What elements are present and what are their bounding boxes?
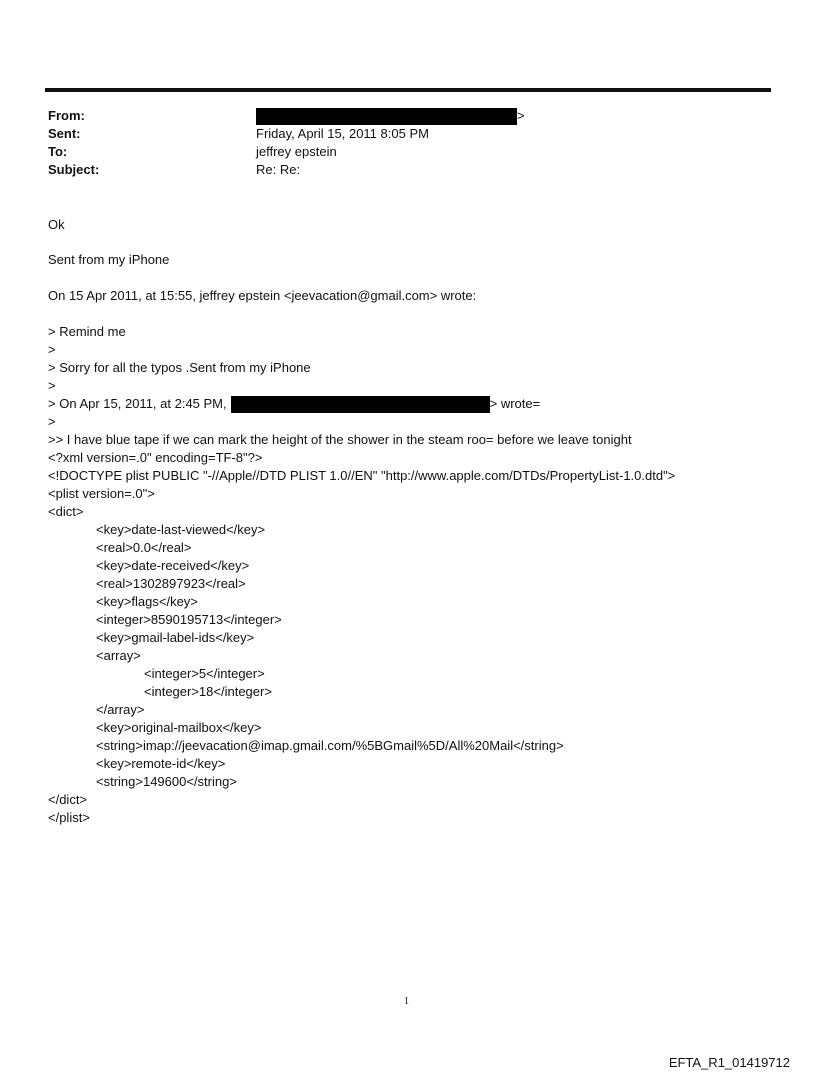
plist-line: <key>flags</key> xyxy=(96,594,198,609)
quote-line: > Remind me xyxy=(48,324,126,339)
quote-prefix: > On Apr 15, 2011, at 2:45 PM, xyxy=(48,396,227,411)
document-id: EFTA_R1_01419712 xyxy=(668,1055,790,1070)
redaction-bar xyxy=(231,396,490,413)
from-suffix: > xyxy=(517,108,525,123)
quote-line: > xyxy=(48,378,56,393)
plist-line: <dict> xyxy=(48,504,84,519)
plist-line: <string>imap://jeevacation@imap.gmail.com/%5BGmail%5D/All%20Mail</string> xyxy=(96,738,564,753)
from-value xyxy=(256,107,525,125)
plist-line: <key>date-last-viewed</key> xyxy=(96,522,266,537)
plist-line: </dict> xyxy=(48,792,88,807)
plist-line: <!DOCTYPE plist PUBLIC "-//Apple//DTD PLIST 1.0//EN" "http://www.apple.com/DTDs/PropertyList-1.0.dtd"> xyxy=(48,468,676,483)
quote-line: > Sorry for all the typos .Sent from my iPhone xyxy=(48,360,311,375)
subject-label: Subject: xyxy=(48,162,100,177)
plist-line: </array> xyxy=(96,702,145,717)
plist-line: <key>remote-id</key> xyxy=(96,756,226,771)
body-ok: Ok xyxy=(48,217,65,232)
sent-label: Sent: xyxy=(48,126,81,141)
plist-line: <string>149600</string> xyxy=(96,774,237,789)
header-rule xyxy=(45,88,771,92)
plist-line: <integer>5</integer> xyxy=(144,666,265,681)
plist-line: <real>0.0</real> xyxy=(96,540,192,555)
quote-line: > xyxy=(48,414,56,429)
from-label: From: xyxy=(48,108,85,123)
subject-value: Re: Re: xyxy=(256,162,301,177)
plist-line: <integer>18</integer> xyxy=(144,684,272,699)
quote-line-redacted xyxy=(48,395,540,413)
plist-line: <array> xyxy=(96,648,141,663)
plist-line: <key>gmail-label-ids</key> xyxy=(96,630,255,645)
quote-suffix: > wrote= xyxy=(489,396,541,411)
sent-value: Friday, April 15, 2011 8:05 PM xyxy=(256,126,429,141)
to-value: jeffrey epstein xyxy=(256,144,337,159)
plist-line: <key>date-received</key> xyxy=(96,558,250,573)
to-label: To: xyxy=(48,144,68,159)
quote-line: > xyxy=(48,342,56,357)
plist-line: <key>original-mailbox</key> xyxy=(96,720,262,735)
quote-line: >> I have blue tape if we can mark the height of the shower in the steam roo= before we leave tonight xyxy=(48,432,632,447)
plist-line: </plist> xyxy=(48,810,90,825)
body-signature: Sent from my iPhone xyxy=(48,252,170,267)
plist-line: <?xml version=.0" encoding=TF-8"?> xyxy=(48,450,263,465)
quote-intro: On 15 Apr 2011, at 15:55, jeffrey epstein <jeevacation@gmail.com> wrote: xyxy=(48,288,477,303)
redaction-bar xyxy=(256,108,517,125)
plist-line: <real>1302897923</real> xyxy=(96,576,246,591)
plist-line: <plist version=.0"> xyxy=(48,486,155,501)
plist-line: <integer>8590195713</integer> xyxy=(96,612,282,627)
page-number: 1 xyxy=(404,996,409,1007)
